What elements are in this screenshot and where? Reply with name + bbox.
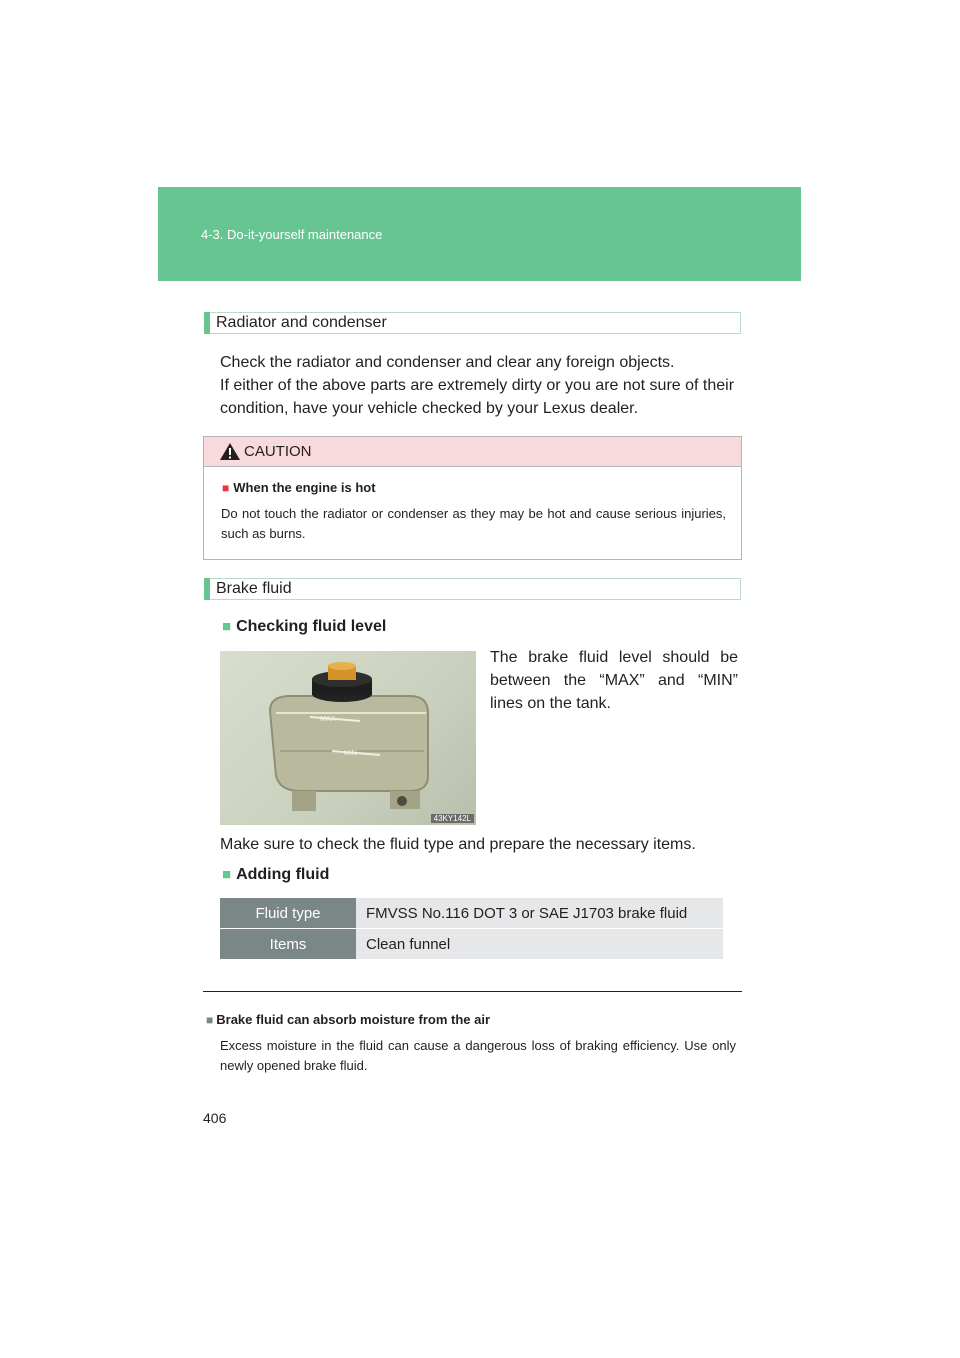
chapter-header-band	[158, 187, 801, 281]
caution-subtitle	[222, 480, 376, 495]
items-value: Clean funnel	[356, 929, 723, 960]
green-square-bullet-icon: ■	[222, 866, 232, 883]
items-label: Items	[220, 929, 356, 960]
adding-fluid-heading	[222, 866, 329, 884]
radiator-line-2: If either of the above parts are extremely dirty or you are not sure of their	[220, 377, 735, 394]
brake-reservoir-illustration	[220, 651, 476, 825]
brake-fluid-reservoir-photo	[220, 651, 476, 825]
table-row	[220, 929, 723, 960]
footnote-body: Excess moisture in the fluid can cause a dangerous loss of braking efficiency. Use only newly opened brake fluid.	[220, 1038, 736, 1073]
chapter-section-title: 4-3. Do-it-yourself maintenance	[201, 227, 383, 242]
page-number: 406	[203, 1110, 227, 1126]
caution-subtitle-text: When the engine is hot	[233, 480, 376, 495]
section-title-brake: Brake fluid	[216, 580, 292, 597]
max-line-label: MAX	[320, 716, 336, 723]
caution-header	[204, 437, 741, 467]
fluid-type-label: Fluid type	[220, 898, 356, 929]
table-row	[220, 898, 723, 929]
caution-body: Do not touch the radiator or condenser as they may be hot and cause serious injuries, such as burns.	[221, 506, 726, 541]
fluid-level-description: The brake fluid level should be between the “MAX” and “MIN” lines on the tank.	[490, 649, 738, 712]
checking-fluid-title: Checking fluid level	[236, 618, 387, 635]
green-square-bullet-icon: ■	[222, 618, 232, 635]
footnote-divider	[203, 991, 742, 992]
radiator-line-1: Check the radiator and condenser and clear any foreign objects.	[220, 354, 675, 371]
section-title-radiator: Radiator and condenser	[216, 314, 387, 331]
section-heading-radiator	[204, 312, 741, 334]
min-line-label: MIN	[344, 750, 357, 757]
checking-fluid-heading	[222, 618, 386, 636]
caution-label: CAUTION	[244, 443, 312, 460]
section-heading-accent	[204, 578, 210, 600]
radiator-line-3: condition, have your vehicle checked by your Lexus dealer.	[220, 400, 639, 417]
red-square-bullet-icon: ■	[222, 481, 230, 495]
check-fluid-text: Make sure to check the fluid type and prepare the necessary items.	[220, 836, 696, 853]
photo-code: 43KY142L	[431, 814, 474, 823]
footnote-heading	[206, 1012, 490, 1027]
fluid-spec-table	[220, 898, 723, 959]
caution-box	[203, 436, 742, 560]
grey-square-bullet-icon: ■	[206, 1013, 214, 1027]
warning-triangle-icon	[219, 442, 241, 461]
adding-fluid-title: Adding fluid	[236, 866, 330, 883]
section-heading-accent	[204, 312, 210, 334]
fluid-type-value: FMVSS No.116 DOT 3 or SAE J1703 brake fluid	[356, 898, 723, 929]
section-heading-brake	[204, 578, 741, 600]
footnote-title: Brake fluid can absorb moisture from the air	[216, 1012, 491, 1027]
